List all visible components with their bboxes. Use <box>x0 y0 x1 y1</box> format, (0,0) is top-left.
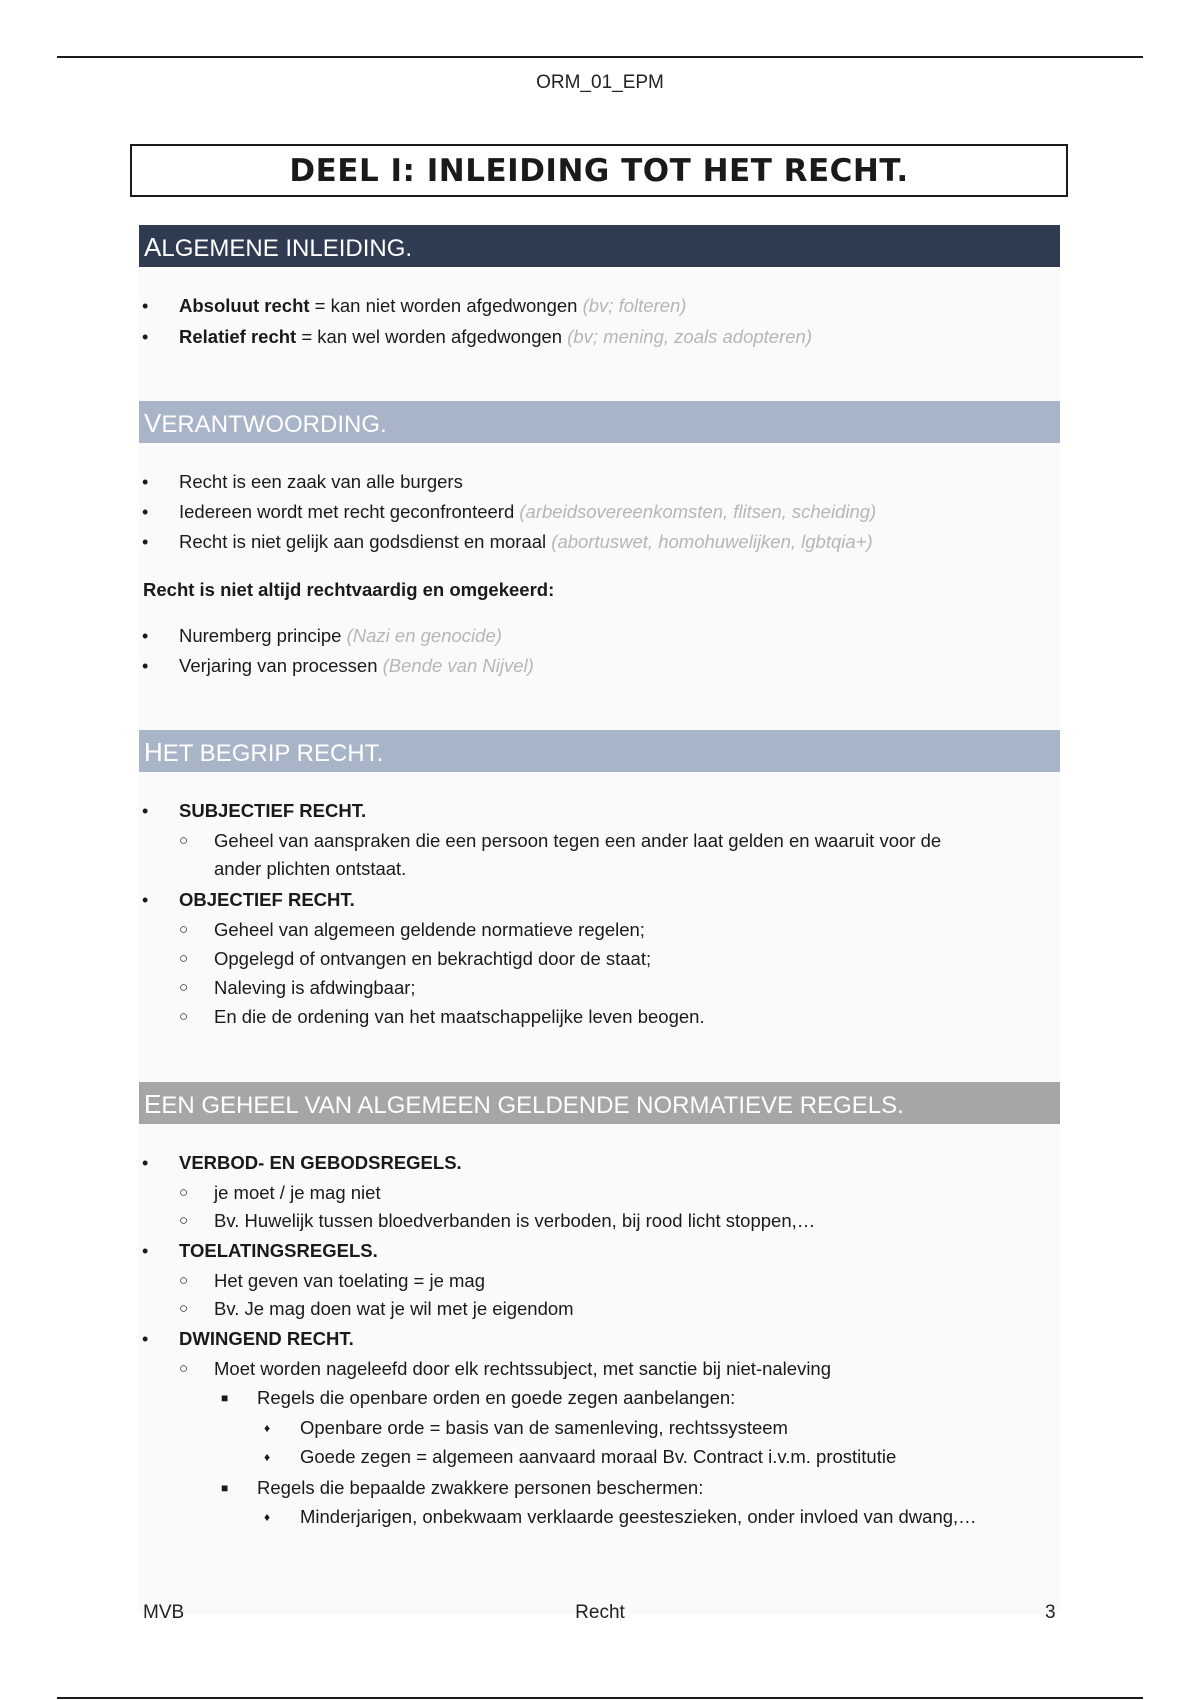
section-heading-algemene-inleiding: ALGEMENE INLEIDING. <box>139 225 1060 267</box>
list-item-heading: SUBJECTIEF RECHT. <box>179 800 367 821</box>
circle-bullet: ○ <box>179 1272 189 1289</box>
subheading: Recht is niet altijd rechtvaardig en omgekeerd: <box>143 579 555 600</box>
section-heading-het-begrip-recht: HET BEGRIP RECHT. <box>139 730 1060 772</box>
list-item: Absoluut recht = kan niet worden afgedwongen (bv; folteren) <box>179 295 687 316</box>
list-item: Regels die openbare orden en goede zegen aanbelangen: <box>257 1387 736 1408</box>
top-rule <box>57 56 1143 58</box>
list-item-heading: OBJECTIEF RECHT. <box>179 889 355 910</box>
list-item: Bv. Je mag doen wat je wil met je eigendom <box>214 1298 574 1319</box>
list-item: Geheel van algemeen geldende normatieve regelen; <box>214 919 645 940</box>
bullet: • <box>142 327 149 347</box>
list-item: Recht is niet gelijk aan godsdienst en moraal (abortuswet, homohuwelijken, lgbtqia+) <box>179 531 873 552</box>
circle-bullet: ○ <box>179 921 189 938</box>
circle-bullet: ○ <box>179 950 189 967</box>
list-item: Regels die bepaalde zwakkere personen beschermen: <box>257 1477 704 1498</box>
list-item: Naleving is afdwingbaar; <box>214 977 416 998</box>
list-item: Het geven van toelating = je mag <box>214 1270 485 1291</box>
circle-bullet: ○ <box>179 1008 189 1025</box>
bullet: • <box>142 532 149 552</box>
diamond-bullet: ♦ <box>264 1421 271 1435</box>
list-item: je moet / je mag niet <box>214 1182 381 1203</box>
bullet: • <box>142 656 149 676</box>
circle-bullet: ○ <box>179 832 189 849</box>
bullet: • <box>142 296 149 316</box>
list-item: Relatief recht = kan wel worden afgedwongen (bv; mening, zoals adopteren) <box>179 326 812 347</box>
bullet: • <box>142 890 149 910</box>
list-item: Iedereen wordt met recht geconfronteerd (arbeidsovereenkomsten, flitsen, scheiding) <box>179 501 877 522</box>
bottom-rule <box>57 1697 1143 1699</box>
list-item: Goede zegen = algemeen aanvaard moraal Bv. Contract i.v.m. prostitutie <box>300 1446 897 1467</box>
circle-bullet: ○ <box>179 1212 189 1229</box>
bullet: • <box>142 1153 149 1173</box>
bullet: • <box>142 472 149 492</box>
list-item-heading: DWINGEND RECHT. <box>179 1328 354 1349</box>
bullet: • <box>142 1241 149 1261</box>
list-item: Minderjarigen, onbekwaam verklaarde geesteszieken, onder invloed van dwang,… <box>300 1506 977 1527</box>
list-item: Openbare orde = basis van de samenleving, rechtssysteem <box>300 1417 788 1438</box>
circle-bullet: ○ <box>179 979 189 996</box>
circle-bullet: ○ <box>179 1300 189 1317</box>
bullet: • <box>142 1329 149 1349</box>
list-item: Verjaring van processen (Bende van Nijvel) <box>179 655 534 676</box>
list-item: Recht is een zaak van alle burgers <box>179 471 463 492</box>
bullet: • <box>142 502 149 522</box>
diamond-bullet: ♦ <box>264 1510 271 1524</box>
list-item: Opgelegd of ontvangen en bekrachtigd door de staat; <box>214 948 652 969</box>
square-bullet: ■ <box>221 1391 229 1405</box>
list-item: Nuremberg principe (Nazi en genocide) <box>179 625 502 646</box>
list-item-continued: ander plichten ontstaat. <box>214 858 407 879</box>
footer-left: MVB <box>143 1602 185 1623</box>
list-item: Geheel van aanspraken die een persoon tegen een ander laat gelden en waaruit voor de <box>214 830 942 851</box>
section-heading-normatieve-regels: EEN GEHEEL VAN ALGEMEEN GELDENDE NORMATIEVE REGELS. <box>139 1082 1060 1124</box>
circle-bullet: ○ <box>179 1360 189 1377</box>
list-item-heading: VERBOD- EN GEBODSREGELS. <box>179 1152 462 1173</box>
list-item-heading: TOELATINGSREGELS. <box>179 1240 378 1261</box>
bullet: • <box>142 801 149 821</box>
list-item: En die de ordening van het maatschappelijke leven beogen. <box>214 1006 705 1027</box>
footer-center: Recht <box>575 1602 625 1623</box>
diamond-bullet: ♦ <box>264 1450 271 1464</box>
page-title: DEEL I: INLEIDING TOT HET RECHT. <box>130 144 1068 197</box>
section-heading-verantwoording: VERANTWOORDING. <box>139 401 1060 443</box>
header-code: ORM_01_EPM <box>536 72 664 93</box>
page-number: 3 <box>1045 1602 1056 1623</box>
list-item: Moet worden nageleefd door elk rechtssubject, met sanctie bij niet-naleving <box>214 1358 832 1379</box>
circle-bullet: ○ <box>179 1184 189 1201</box>
square-bullet: ■ <box>221 1481 229 1495</box>
list-item: Bv. Huwelijk tussen bloedverbanden is verboden, bij rood licht stoppen,… <box>214 1210 816 1231</box>
bullet: • <box>142 626 149 646</box>
